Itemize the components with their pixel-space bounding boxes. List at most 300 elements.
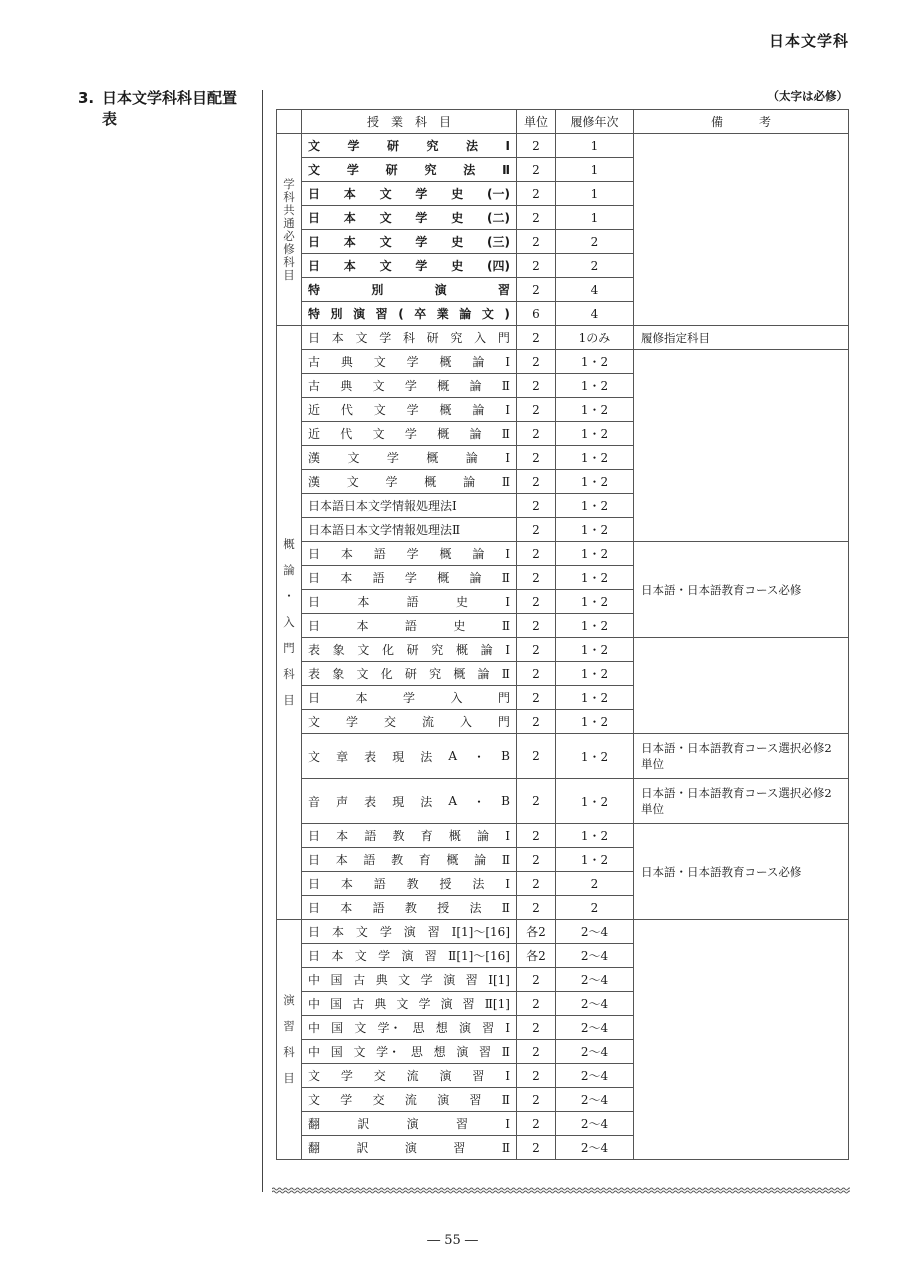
course-name-part: 文 [379,259,392,273]
course-name-part: 門 [497,715,510,729]
course-name-part: 文 [356,667,369,681]
course-name-part: ・ [473,794,486,809]
course-year: 1・2 [556,614,634,638]
course-units: 2 [517,326,556,350]
course-name-part: 概 [453,667,466,681]
course-name-part: 史 [453,619,466,633]
course-name-part: 習 [482,1021,495,1035]
course-name-part: 文 [379,187,392,201]
course-name [302,566,517,590]
group-char: 論 [283,563,295,577]
group-char: 科 [283,254,295,269]
course-name-part: 中 [308,997,321,1011]
course-name-part: 交 [383,715,396,729]
table-row [277,350,849,374]
course-name-part: 文 [372,427,385,441]
course-name-part: 究 [431,643,444,657]
course-year: 1・2 [556,566,634,590]
course-name-part: 学 [404,571,417,585]
course-name-part: 特 [308,307,321,321]
course-name-part: Ⅱ[1] [484,996,510,1011]
course-name-part: 入 [459,715,472,729]
course-name-part: 論 [472,547,485,561]
course-year: 1・2 [556,470,634,494]
course-name-part: 象 [332,667,345,681]
course-year: 2 [556,896,634,920]
course-units: 2 [517,542,556,566]
course-name [302,278,517,302]
course-name-part: 業 [436,307,449,321]
course-name-part: 論 [472,355,485,369]
course-units: 2 [517,494,556,518]
course-name [302,590,517,614]
course-year: 1・2 [556,710,634,734]
table-row [277,542,849,566]
course-name-part: 現 [392,749,405,764]
header-blank [277,110,302,134]
course-name-part: 教 [392,829,405,843]
table-header-row [277,110,849,134]
course-units: 2 [517,566,556,590]
group-char: 門 [283,641,295,655]
course-name-part: Ⅰ [505,138,510,153]
course-name-part: 論 [480,643,493,657]
course-name-part: 入 [450,691,463,705]
course-name [302,1136,517,1160]
course-name-part: 日本語日本文学情報処理法Ⅱ [308,523,461,537]
course-year: 2～4 [556,1136,634,1160]
course-name-part: Ⅰ [505,1020,510,1035]
course-name-part: 概 [448,829,461,843]
course-year: 4 [556,278,634,302]
course-name-part: 文 [353,1045,366,1059]
course-name-part: 門 [497,691,510,705]
course-year: 1 [556,182,634,206]
course-name-part: Ⅰ [505,402,510,417]
course-name [302,944,517,968]
course-name-part: 法 [472,877,485,891]
group-char: 入 [283,615,295,629]
course-remarks [634,134,849,326]
course-name-part: 翻 [308,1141,321,1155]
course-name-part: 習 [469,1093,482,1107]
group-char: 目 [283,693,295,707]
course-name-part: 本 [356,619,369,633]
course-name-part: 習 [375,307,388,321]
course-year: 1・2 [556,848,634,872]
course-name [302,824,517,848]
course-name-part: Ⅱ [501,474,510,489]
course-name-part: 習 [462,997,475,1011]
course-name-part: 想 [435,1021,448,1035]
course-name-part: 概 [424,475,437,489]
group-char: 修 [283,241,295,256]
course-name-part: 日 [308,619,321,633]
course-year: 1・2 [556,824,634,848]
course-name-part: 論 [469,571,482,585]
course-name [302,1040,517,1064]
course-name-part: 声 [336,794,349,809]
course-name-part: 教 [391,853,404,867]
header-subject: 授 業 科 目 [302,110,517,134]
course-name [302,302,517,326]
course-name [302,662,517,686]
course-name-part: 学 [420,973,433,987]
course-name-part: B [501,749,510,763]
course-name-part: 漢 [308,475,321,489]
course-name-part: Ⅱ [501,666,510,681]
section-title-line2: 表 [102,110,118,128]
course-name-part: 学 [386,451,399,465]
course-year: 1 [556,158,634,182]
course-name-part: 文 [355,331,368,345]
course-name [302,638,517,662]
course-name-part: 漢 [308,451,321,465]
course-name-part: 特 [308,283,321,297]
course-name-part: 論 [465,451,478,465]
course-remarks [634,920,849,1160]
course-name-part: 究 [426,139,439,153]
course-name-part: 典 [340,355,353,369]
course-name-part: 文 [347,451,360,465]
course-name-part: 文 [308,1093,321,1107]
group-char: 目 [283,267,295,282]
course-year: 1・2 [556,662,634,686]
course-name-part: 語 [373,877,386,891]
course-year: 1・2 [556,446,634,470]
course-name-part: 概 [439,355,452,369]
course-name [302,1064,517,1088]
course-name-part: 学 [347,139,360,153]
course-name-part: 日 [308,925,321,939]
course-name-part: 論 [474,853,487,867]
course-name-part: 概 [455,643,468,657]
course-name-part: B [501,794,510,808]
group-label-seminar [277,920,302,1160]
course-remarks: 履修指定科目 [634,326,849,350]
course-remarks [634,350,849,542]
course-name-part: 学 [345,715,358,729]
course-name-part: 卒 [414,307,427,321]
course-name-part: 典 [374,997,387,1011]
course-units: 2 [517,422,556,446]
course-name-part: A [448,749,457,763]
course-name-part: 日 [308,829,321,843]
course-name-part: 演 [406,1117,419,1131]
margin-rule [262,90,263,1192]
course-name-part: Ⅰ [505,546,510,561]
course-name-part: 典 [340,379,353,393]
course-name-part: Ⅱ [501,378,510,393]
course-name-part: 日本語日本文学情報処理法Ⅰ [308,499,457,513]
course-name-part: 習 [455,1117,468,1131]
group-char: 必 [283,228,295,243]
course-name-part: Ⅱ [501,1140,510,1155]
course-name-part: 本 [357,595,370,609]
course-name-part: 文 [373,403,386,417]
course-name-part: 語 [372,571,385,585]
course-name-part: Ⅰ [505,642,510,657]
course-units: 2 [517,1040,556,1064]
course-name-part: ・ [473,749,486,764]
course-name [302,518,517,542]
course-year: 1・2 [556,350,634,374]
course-name-part: Ⅰ [505,1116,510,1131]
course-year: 2～4 [556,1088,634,1112]
course-name-part: 国 [330,1045,343,1059]
cut-line [272,1186,850,1196]
course-name-part: 学 [385,475,398,489]
course-name-part: 学 [346,163,359,177]
course-year: 1のみ [556,326,634,350]
course-name-part: 本 [343,187,356,201]
course-units: 2 [517,734,556,779]
course-name-part: 究 [424,163,437,177]
course-units: 2 [517,1136,556,1160]
course-name-part: 本 [331,949,344,963]
group-char: 目 [283,1071,295,1085]
course-name [302,686,517,710]
course-name-part: 育 [420,829,433,843]
course-name-part: 習 [453,1141,466,1155]
course-name-part: 究 [429,667,442,681]
table-row [277,920,849,944]
course-name-part: 演 [456,1045,469,1059]
course-name-part: 概 [426,451,439,465]
course-name-part: 演 [353,307,366,321]
course-name-part: 本 [343,211,356,225]
course-name-part: 論 [477,667,490,681]
course-name-part: Ⅱ [501,570,510,585]
course-name-part: Ⅱ [501,426,510,441]
course-name-part: 表 [364,794,377,809]
course-year: 1・2 [556,518,634,542]
course-name-part: 演 [434,283,447,297]
course-units: 2 [517,134,556,158]
course-name-part: 日 [308,235,321,249]
course-units: 2 [517,638,556,662]
course-name-part: 本 [340,547,353,561]
course-name-part: 本 [343,259,356,273]
course-name-part: 論 [469,427,482,441]
course-name-part: 文 [308,715,321,729]
course-name-part: 研 [387,139,400,153]
course-units: 2 [517,710,556,734]
course-name-part: 日 [308,949,321,963]
course-name-part: 古 [353,973,366,987]
course-name-part: 日 [308,571,321,585]
course-name [302,992,517,1016]
course-year: 1・2 [556,398,634,422]
course-units: 2 [517,614,556,638]
course-name-part: 文 [372,379,385,393]
course-name [302,206,517,230]
course-units: 2 [517,470,556,494]
course-name-part: 文 [373,355,386,369]
course-name-part: 学 [340,1093,353,1107]
course-name-part: 典 [375,973,388,987]
course-name-part: 日 [308,187,321,201]
course-name-part: 古 [352,997,365,1011]
course-remarks: 日本語・日本語教育コース選択必修2単位 [634,779,849,824]
course-year: 1 [556,134,634,158]
course-name [302,968,517,992]
course-name-part: 法 [466,139,479,153]
course-name-part: 語 [373,547,386,561]
course-name-part: 育 [418,853,431,867]
course-name [302,1112,517,1136]
course-name-part: Ⅱ [501,618,510,633]
course-name-part: 思 [412,1021,425,1035]
course-name-part: 文 [481,307,494,321]
course-name [302,182,517,206]
course-year: 1・2 [556,374,634,398]
course-name [302,872,517,896]
course-name-part: 国 [330,973,343,987]
course-name-part: 習 [497,283,510,297]
course-name-part: 流 [406,1069,419,1083]
course-name [302,398,517,422]
course-name-part: 教 [404,901,417,915]
course-year: 2 [556,230,634,254]
group-char: 習 [283,1019,295,1033]
course-units: 2 [517,662,556,686]
course-name-part: (三) [486,235,510,249]
group-char: 科 [283,667,295,681]
course-name-part: 中 [308,973,321,987]
table-row [277,326,849,350]
course-name [302,494,517,518]
course-name-part: 論 [472,403,485,417]
course-name [302,734,517,779]
course-name-part: 文 [346,475,359,489]
course-year: 2～4 [556,992,634,1016]
course-name-part: 日 [308,691,321,705]
course-name-part: 古 [308,355,321,369]
course-name-part: 現 [392,794,405,809]
course-name-part: 本 [340,901,353,915]
course-name-part: 授 [437,901,450,915]
course-name-part: 法 [463,163,476,177]
course-year: 1・2 [556,638,634,662]
course-units: 各2 [517,944,556,968]
course-name-part: 語 [372,901,385,915]
course-name-part: 演 [443,973,456,987]
course-name-part: 古 [308,379,321,393]
course-name-part: 科 [402,331,415,345]
course-name [302,326,517,350]
course-name-part: 学 [415,187,428,201]
course-name [302,896,517,920]
course-table [276,109,849,1160]
course-remarks: 日本語・日本語教育コース選択必修2単位 [634,734,849,779]
course-name-part: 学 [402,691,415,705]
course-year: 2～4 [556,968,634,992]
course-year: 1・2 [556,779,634,824]
course-name-part: 学 [406,547,419,561]
course-units: 2 [517,1088,556,1112]
course-name-part: Ⅰ [505,828,510,843]
course-name-part: 化 [381,643,394,657]
table-row [277,638,849,662]
course-year: 1・2 [556,422,634,446]
course-name [302,254,517,278]
course-name-part: 演 [439,1069,452,1083]
group-label-required [277,134,302,326]
course-name-part: 翻 [308,1117,321,1131]
course-name-part: Ⅱ [501,900,510,915]
course-name [302,1088,517,1112]
course-name-part: 本 [336,829,349,843]
course-name-part: 日 [308,331,321,345]
course-units: 2 [517,590,556,614]
course-units: 2 [517,278,556,302]
course-name-part: (二) [486,211,510,225]
course-name [302,614,517,638]
course-name [302,422,517,446]
course-name-part: 文 [379,211,392,225]
course-name-part: 代 [340,427,353,441]
course-name-part: 習 [472,1069,485,1083]
course-name-part: Ⅰ [505,594,510,609]
course-name-part: 文 [379,235,392,249]
course-name-part: 文 [357,643,370,657]
course-name-part: 表 [364,749,377,764]
course-name [302,779,517,824]
course-name-part: 学・ [376,1045,401,1059]
course-name-part: 学・ [377,1021,402,1035]
course-name-part: Ⅰ [505,1068,510,1083]
course-name-part: 概 [437,379,450,393]
course-year: 2～4 [556,1040,634,1064]
course-name-part: 研 [404,667,417,681]
course-name-part: 語 [364,829,377,843]
course-name-part: 文 [354,949,367,963]
course-name-part: 本 [355,691,368,705]
course-name-part: 流 [404,1093,417,1107]
course-year: 1・2 [556,590,634,614]
table-row [277,734,849,779]
course-name [302,470,517,494]
course-name-part: 中 [308,1021,321,1035]
course-name-part: 習 [479,1045,492,1059]
header-remarks: 備 考 [634,110,849,134]
course-name-part: Ⅱ [501,1092,510,1107]
course-name-part: 文 [308,163,321,177]
course-units: 2 [517,896,556,920]
course-name [302,848,517,872]
course-name [302,158,517,182]
course-year: 1・2 [556,494,634,518]
course-name-part: 演 [401,949,414,963]
course-name [302,230,517,254]
course-units: 2 [517,968,556,992]
course-name [302,920,517,944]
course-name-part: 本 [335,853,348,867]
course-name-part: 門 [497,331,510,345]
course-name-part: 国 [331,1021,344,1035]
course-units: 2 [517,848,556,872]
course-name-part: 国 [330,997,343,1011]
course-year: 2～4 [556,1112,634,1136]
course-name-part: 代 [340,403,353,417]
course-name-part: Ⅰ [505,876,510,891]
course-name-part: 文 [308,1069,321,1083]
course-name-part: 史 [451,211,464,225]
course-units: 6 [517,302,556,326]
course-remarks: 日本語・日本語教育コース必修 [634,824,849,920]
course-name-part: 教 [406,877,419,891]
